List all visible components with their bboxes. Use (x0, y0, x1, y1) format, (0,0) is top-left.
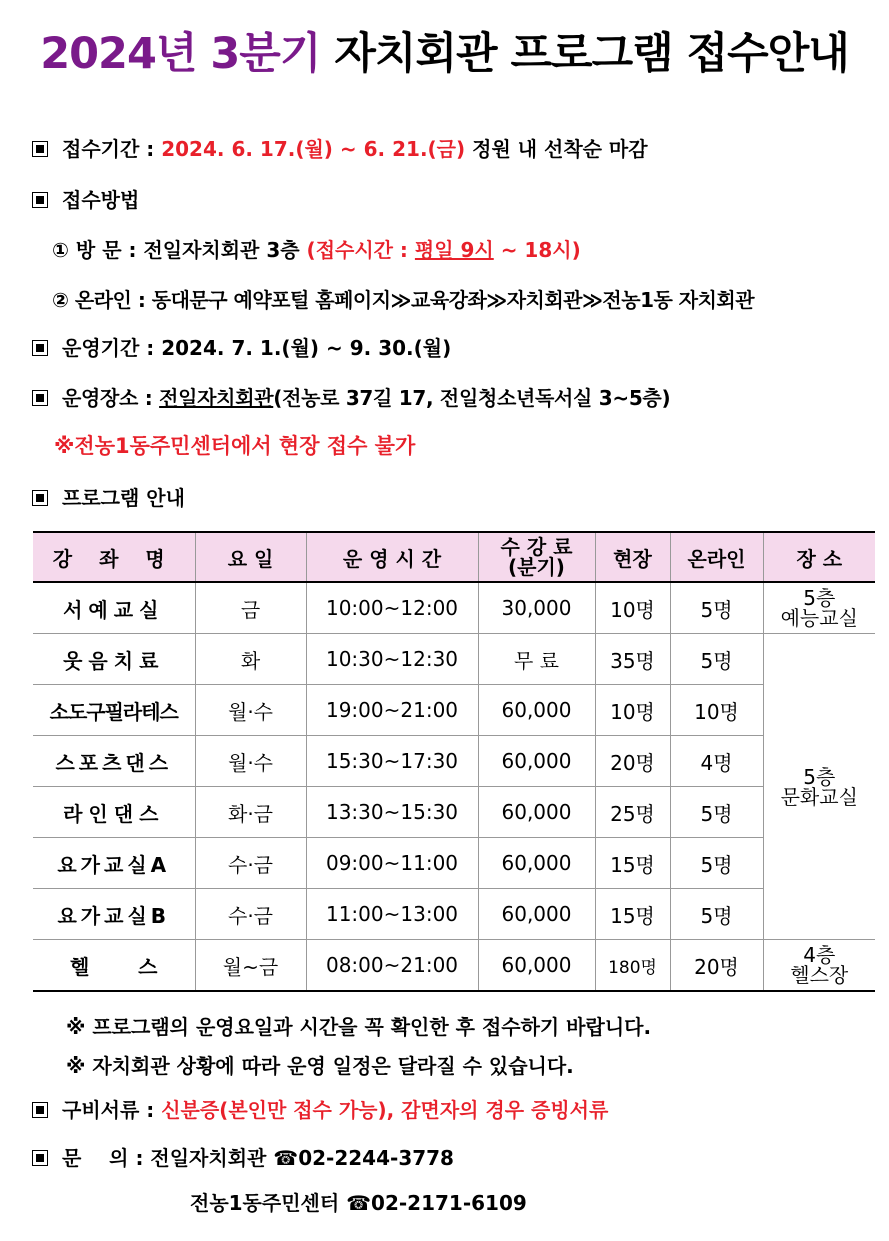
header-fee-line1: 수 강 료 (500, 535, 573, 559)
inquiry-label: 문 의 : (62, 1146, 144, 1170)
visit-hours-day: 평일 9시 (414, 238, 494, 262)
documents-row (32, 1094, 608, 1123)
course-day: 월·수 (195, 736, 306, 787)
course-fee: 60,000 (478, 787, 595, 838)
header-name: 강 좌 명 (33, 532, 195, 582)
table-row (33, 889, 875, 940)
operation-value: 2024. 7. 1.(월) ~ 9. 30.(월) (161, 336, 452, 360)
course-name: 요가교실B (33, 889, 195, 940)
visit-number: ① (52, 238, 69, 262)
course-fee: 60,000 (478, 685, 595, 736)
course-name: 헬 스 (33, 940, 195, 992)
course-day: 금 (195, 582, 306, 634)
table-row (33, 582, 875, 634)
place-room: 문화교실 (780, 784, 858, 809)
course-fee: 60,000 (478, 736, 595, 787)
period-date: 2024. 6. 17.(월) ~ 6. 21.(금) (161, 137, 466, 161)
visit-value: 전일자치회관 3층 (143, 238, 300, 262)
online-value: 동대문구 예약포털 홈페이지≫교육강좌≫자치회관≫전농1동 자치회관 (151, 288, 755, 312)
course-place (763, 582, 875, 634)
course-day: 월·수 (195, 685, 306, 736)
place-floor: 5층 (803, 586, 836, 610)
course-onsite: 15명 (595, 838, 670, 889)
course-online: 4명 (670, 736, 763, 787)
documents-value: 신분증(본인만 접수 가능), 감면자의 경우 증빙서류 (161, 1098, 609, 1122)
course-online: 10명 (670, 685, 763, 736)
inquiry-contact-1: 전일자치회관 ☎02-2244-3778 (150, 1146, 454, 1170)
header-place: 장 소 (763, 532, 875, 582)
method-row (32, 184, 139, 213)
operation-label: 운영기간 : (62, 336, 155, 360)
period-label: 접수기간 : (62, 137, 155, 161)
square-bullet-icon (32, 340, 48, 356)
course-onsite: 35명 (595, 634, 670, 685)
square-bullet-icon (32, 490, 48, 506)
course-day: 수·금 (195, 838, 306, 889)
course-day: 월~금 (195, 940, 306, 992)
header-fee (478, 532, 595, 582)
location-place: 전일자치회관 (159, 386, 274, 410)
course-place (763, 634, 875, 940)
course-day: 화·금 (195, 787, 306, 838)
online-label: 온라인 : (74, 288, 146, 312)
course-name: 서예교실 (33, 582, 195, 634)
course-fee: 30,000 (478, 582, 595, 634)
visit-hours-suffix: ~ 18시) (493, 238, 581, 262)
course-online: 5명 (670, 582, 763, 634)
visit-hours-prefix: (접수시간 : (306, 238, 415, 262)
course-time: 11:00~13:00 (306, 889, 478, 940)
documents-label: 구비서류 : (62, 1098, 155, 1122)
square-bullet-icon (32, 390, 48, 406)
period-suffix: 정원 내 선착순 마감 (472, 137, 648, 161)
program-label: 프로그램 안내 (62, 486, 185, 510)
location-row (32, 382, 670, 411)
course-online: 5명 (670, 889, 763, 940)
course-name: 소도구필라테스 (33, 685, 195, 736)
header-online: 온라인 (670, 532, 763, 582)
method-visit-row (52, 234, 581, 263)
course-online: 5명 (670, 634, 763, 685)
course-fee: 60,000 (478, 889, 595, 940)
period-row (32, 133, 648, 162)
inquiry-row (32, 1142, 454, 1171)
header-fee-line2: (분기) (508, 555, 565, 579)
table-row (33, 940, 875, 992)
course-time: 15:30~17:30 (306, 736, 478, 787)
course-online: 5명 (670, 787, 763, 838)
course-online: 20명 (670, 940, 763, 992)
table-header-row (33, 532, 875, 582)
course-name: 웃음치료 (33, 634, 195, 685)
onsite-warning: ※전농1동주민센터에서 현장 접수 불가 (54, 434, 416, 458)
visit-label: 방 문 : (75, 238, 137, 262)
course-day: 화 (195, 634, 306, 685)
course-time: 19:00~21:00 (306, 685, 478, 736)
page-title (0, 20, 889, 81)
course-online: 5명 (670, 838, 763, 889)
title-main: 자치회관 프로그램 접수안내 (334, 29, 849, 79)
place-room: 헬스장 (790, 963, 849, 987)
course-time: 10:00~12:00 (306, 582, 478, 634)
program-table (33, 531, 875, 992)
square-bullet-icon (32, 141, 48, 157)
location-label: 운영장소 : (62, 386, 153, 410)
course-name: 스포츠댄스 (33, 736, 195, 787)
operation-row (32, 332, 451, 361)
note-check-schedule: ※ 프로그램의 운영요일과 시간을 꼭 확인한 후 접수하기 바랍니다. (66, 1015, 652, 1039)
table-row (33, 685, 875, 736)
course-name: 라인댄스 (33, 787, 195, 838)
title-quarter: 2024년 3분기 (40, 29, 321, 79)
square-bullet-icon (32, 192, 48, 208)
note-schedule-change: ※ 자치회관 상황에 따라 운영 일정은 달라질 수 있습니다. (66, 1054, 574, 1078)
course-name: 요가교실A (33, 838, 195, 889)
course-onsite: 10명 (595, 582, 670, 634)
course-onsite: 15명 (595, 889, 670, 940)
table-row (33, 838, 875, 889)
square-bullet-icon (32, 1150, 48, 1166)
header-onsite: 현장 (595, 532, 670, 582)
square-bullet-icon (32, 1102, 48, 1118)
method-online-row (52, 284, 754, 313)
table-row (33, 736, 875, 787)
header-time: 운 영 시 간 (306, 532, 478, 582)
course-onsite: 25명 (595, 787, 670, 838)
course-time: 09:00~11:00 (306, 838, 478, 889)
place-floor: 5층 (803, 764, 836, 789)
course-fee: 60,000 (478, 940, 595, 992)
course-day: 수·금 (195, 889, 306, 940)
table-row (33, 787, 875, 838)
course-fee: 무 료 (478, 634, 595, 685)
course-time: 13:30~15:30 (306, 787, 478, 838)
course-time: 10:30~12:30 (306, 634, 478, 685)
course-onsite: 20명 (595, 736, 670, 787)
course-onsite: 10명 (595, 685, 670, 736)
course-time: 08:00~21:00 (306, 940, 478, 992)
place-room: 예능교실 (780, 606, 858, 630)
online-number: ② (52, 288, 69, 312)
header-day: 요 일 (195, 532, 306, 582)
course-onsite: 180명 (595, 940, 670, 992)
table-row (33, 634, 875, 685)
course-place (763, 940, 875, 992)
program-row (32, 482, 185, 511)
location-detail: (전농로 37길 17, 전일청소년독서실 3~5층) (273, 386, 671, 410)
inquiry-contact-2: 전농1동주민센터 ☎02-2171-6109 (190, 1191, 527, 1215)
course-fee: 60,000 (478, 838, 595, 889)
place-floor: 4층 (803, 943, 836, 967)
method-label: 접수방법 (62, 188, 140, 212)
